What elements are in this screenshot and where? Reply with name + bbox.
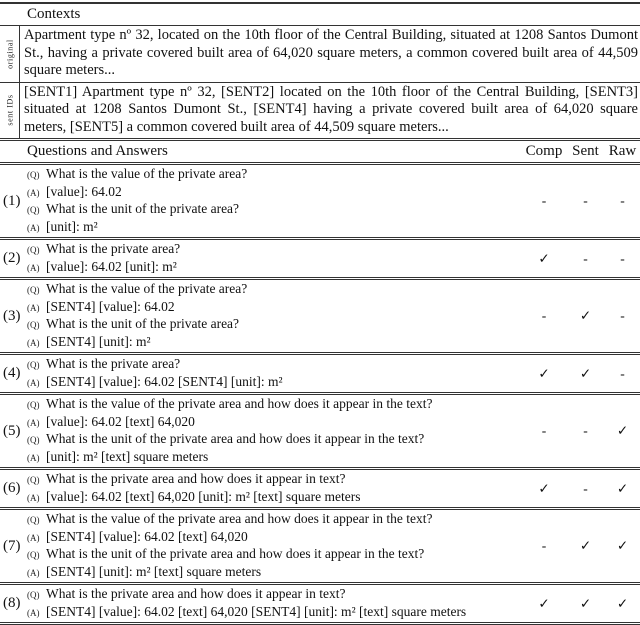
qa-line-text: What is the unit of the private area? — [46, 201, 240, 216]
contexts-header-label: Contexts — [27, 6, 81, 22]
contexts-section-header — [0, 2, 640, 26]
checkmark-raw: ✓ — [616, 595, 629, 611]
qa-line-tag: (Q) — [27, 285, 40, 295]
dash-raw: - — [620, 250, 625, 266]
contexts-rows — [0, 26, 640, 141]
dash-raw: - — [620, 365, 625, 381]
qa-line-tag: (A) — [27, 222, 40, 233]
checkmark-comp: ✓ — [538, 365, 550, 381]
context-row — [0, 26, 640, 83]
qa-line-tag: (Q) — [27, 400, 40, 410]
qa-line-tag: (A) — [27, 377, 40, 388]
dash-comp: - — [541, 193, 547, 208]
qa-line-tag: (A) — [27, 492, 40, 503]
qa-header-title: Questions and Answers — [27, 143, 168, 159]
qa-row-lines — [27, 511, 522, 581]
question-line — [27, 241, 522, 259]
checkmark-sent: ✓ — [579, 538, 592, 553]
dash-sent: - — [583, 193, 588, 208]
qa-line-tag: (Q) — [27, 245, 40, 255]
qa-row — [0, 280, 640, 355]
answer-line — [27, 529, 522, 547]
qa-line-text: What is the value of the private area and how does it appear in the text? — [46, 511, 433, 526]
qa-line-text: What is the private area and how does it appear in text? — [46, 471, 346, 486]
qa-row-lines — [27, 241, 522, 276]
qa-line-text: [SENT4] [value]: 64.02 [text] 64,020 — [46, 528, 248, 544]
question-line — [27, 431, 522, 449]
qa-line-text: What is the private area? — [46, 356, 181, 371]
qa-line-tag: (A) — [27, 532, 40, 543]
question-line — [27, 471, 522, 489]
qa-line-text: [unit]: m² — [46, 218, 98, 234]
checkmark-comp: ✓ — [538, 480, 550, 496]
qa-line-tag: (Q) — [27, 435, 40, 445]
dash-raw: - — [620, 193, 625, 208]
answer-line — [27, 184, 522, 202]
dash-comp: - — [541, 538, 547, 553]
context-row-label: original — [0, 26, 20, 82]
question-line — [27, 201, 522, 219]
qa-line-text: What is the value of the private area and how does it appear in the text? — [46, 396, 433, 411]
question-line — [27, 511, 522, 529]
qa-line-tag: (Q) — [27, 550, 40, 560]
qa-line-text: What is the value of the private area? — [46, 281, 248, 296]
qa-line-tag: (A) — [27, 607, 40, 618]
qa-row-number: (5) — [3, 422, 21, 439]
qa-line-text: [SENT4] [value]: 64.02 [SENT4] [unit]: m² — [46, 373, 283, 389]
qa-row-number: (4) — [3, 365, 21, 381]
qa-row — [0, 240, 640, 280]
qa-row — [0, 165, 640, 240]
dash-sent: - — [583, 423, 588, 438]
answer-line — [27, 259, 522, 277]
answer-line — [27, 334, 522, 352]
checkmark-sent: ✓ — [579, 365, 592, 381]
dash-sent: - — [583, 480, 588, 496]
checkmark-sent: ✓ — [579, 308, 592, 323]
qa-row-number: (1) — [3, 192, 21, 209]
answer-line — [27, 414, 522, 432]
checkmark-comp: ✓ — [538, 250, 550, 266]
qa-row-lines — [27, 356, 522, 391]
qa-line-text: What is the unit of the private area and how does it appear in the text? — [46, 431, 425, 446]
qa-line-text: What is the unit of the private area and how does it appear in the text? — [46, 546, 425, 561]
qa-line-text: [SENT4] [unit]: m² [text] square meters — [46, 563, 262, 579]
qa-column-headers — [522, 143, 640, 160]
qa-row — [0, 395, 640, 470]
column-header-raw: Raw — [608, 143, 637, 159]
context-row-label: sent IDs — [0, 83, 20, 139]
qa-line-tag: (A) — [27, 302, 40, 313]
answer-line — [27, 604, 522, 622]
qa-section-header — [0, 141, 640, 165]
qa-line-tag: (A) — [27, 452, 40, 463]
qa-row-number: (3) — [3, 307, 21, 324]
qa-row-lines — [27, 586, 522, 621]
qa-row-lines — [27, 166, 522, 236]
answer-line — [27, 489, 522, 507]
question-line — [27, 586, 522, 604]
qa-line-text: [value]: 64.02 [text] 64,020 [unit]: m² [text] square meters — [46, 488, 361, 504]
qa-row-lines — [27, 471, 522, 506]
answer-line — [27, 449, 522, 467]
answer-line — [27, 564, 522, 582]
qa-row-number: (8) — [3, 595, 21, 611]
qa-line-text: What is the private area and how does it appear in text? — [46, 586, 346, 601]
qa-line-tag: (A) — [27, 262, 40, 273]
qa-line-text: [value]: 64.02 [unit]: m² — [46, 258, 177, 274]
column-header-comp: Comp — [525, 143, 563, 159]
answer-line — [27, 374, 522, 392]
qa-row-number: (2) — [3, 250, 21, 266]
qa-line-tag: (Q) — [27, 205, 40, 215]
context-row-text: Apartment type nº 32, located on the 10th floor of the Central Building, situated at 1208 Santos Dumont St., having a private covered built area of 64,020 square meters, a common covered built area of 44,509 square meters... — [24, 27, 638, 78]
checkmark-sent: ✓ — [579, 595, 592, 611]
qa-line-tag: (Q) — [27, 475, 40, 485]
column-header-sent: Sent — [572, 143, 599, 159]
qa-row-number: (6) — [3, 480, 21, 496]
checkmark-comp: ✓ — [538, 595, 550, 611]
qa-line-tag: (A) — [27, 567, 40, 578]
question-line — [27, 546, 522, 564]
qa-row — [0, 585, 640, 625]
dash-comp: - — [541, 308, 547, 323]
qa-row — [0, 470, 640, 510]
question-line — [27, 166, 522, 184]
question-line — [27, 396, 522, 414]
qa-line-tag: (Q) — [27, 590, 40, 600]
context-row-text: [SENT1] Apartment type nº 32, [SENT2] located on the 10th floor of the Central Building, [SENT3] situated at 1208 Santos Dumont St., [SENT4] having a private covered built area of 64,020 square meters, [SENT5] a common covered built area of 44,509 square meters... — [24, 83, 638, 135]
qa-row-lines — [27, 396, 522, 466]
checkmark-raw: ✓ — [616, 538, 629, 553]
qa-line-text: What is the unit of the private area? — [46, 316, 240, 331]
qa-line-text: [SENT4] [value]: 64.02 [text] 64,020 [SENT4] [unit]: m² [text] square meters — [46, 603, 467, 619]
question-line — [27, 281, 522, 299]
qa-line-tag: (Q) — [27, 170, 40, 180]
qa-row-number: (7) — [3, 537, 21, 554]
qa-line-tag: (Q) — [27, 515, 40, 525]
qa-line-text: What is the value of the private area? — [46, 166, 248, 181]
answer-line — [27, 299, 522, 317]
qa-line-tag: (Q) — [27, 320, 40, 330]
qa-rows — [0, 165, 640, 625]
qa-line-tag: (Q) — [27, 360, 40, 370]
question-line — [27, 356, 522, 374]
qa-line-text: [SENT4] [unit]: m² — [46, 333, 151, 349]
qa-line-tag: (A) — [27, 187, 40, 198]
qa-row — [0, 510, 640, 585]
checkmark-raw: ✓ — [616, 480, 629, 496]
checkmark-raw: ✓ — [616, 423, 629, 438]
question-line — [27, 316, 522, 334]
qa-line-text: [value]: 64.02 [text] 64,020 — [46, 413, 195, 429]
qa-line-text: [unit]: m² [text] square meters — [46, 448, 209, 464]
qa-line-text: What is the private area? — [46, 241, 181, 256]
qa-line-tag: (A) — [27, 417, 40, 428]
dash-sent: - — [583, 250, 588, 266]
context-row — [0, 83, 640, 142]
dash-raw: - — [620, 308, 625, 323]
qa-line-text: [value]: 64.02 — [46, 183, 122, 199]
qa-row — [0, 355, 640, 395]
qa-line-tag: (A) — [27, 337, 40, 348]
answer-line — [27, 219, 522, 237]
qa-row-lines — [27, 281, 522, 351]
dash-comp: - — [541, 423, 547, 438]
qa-line-text: [SENT4] [value]: 64.02 — [46, 298, 175, 314]
